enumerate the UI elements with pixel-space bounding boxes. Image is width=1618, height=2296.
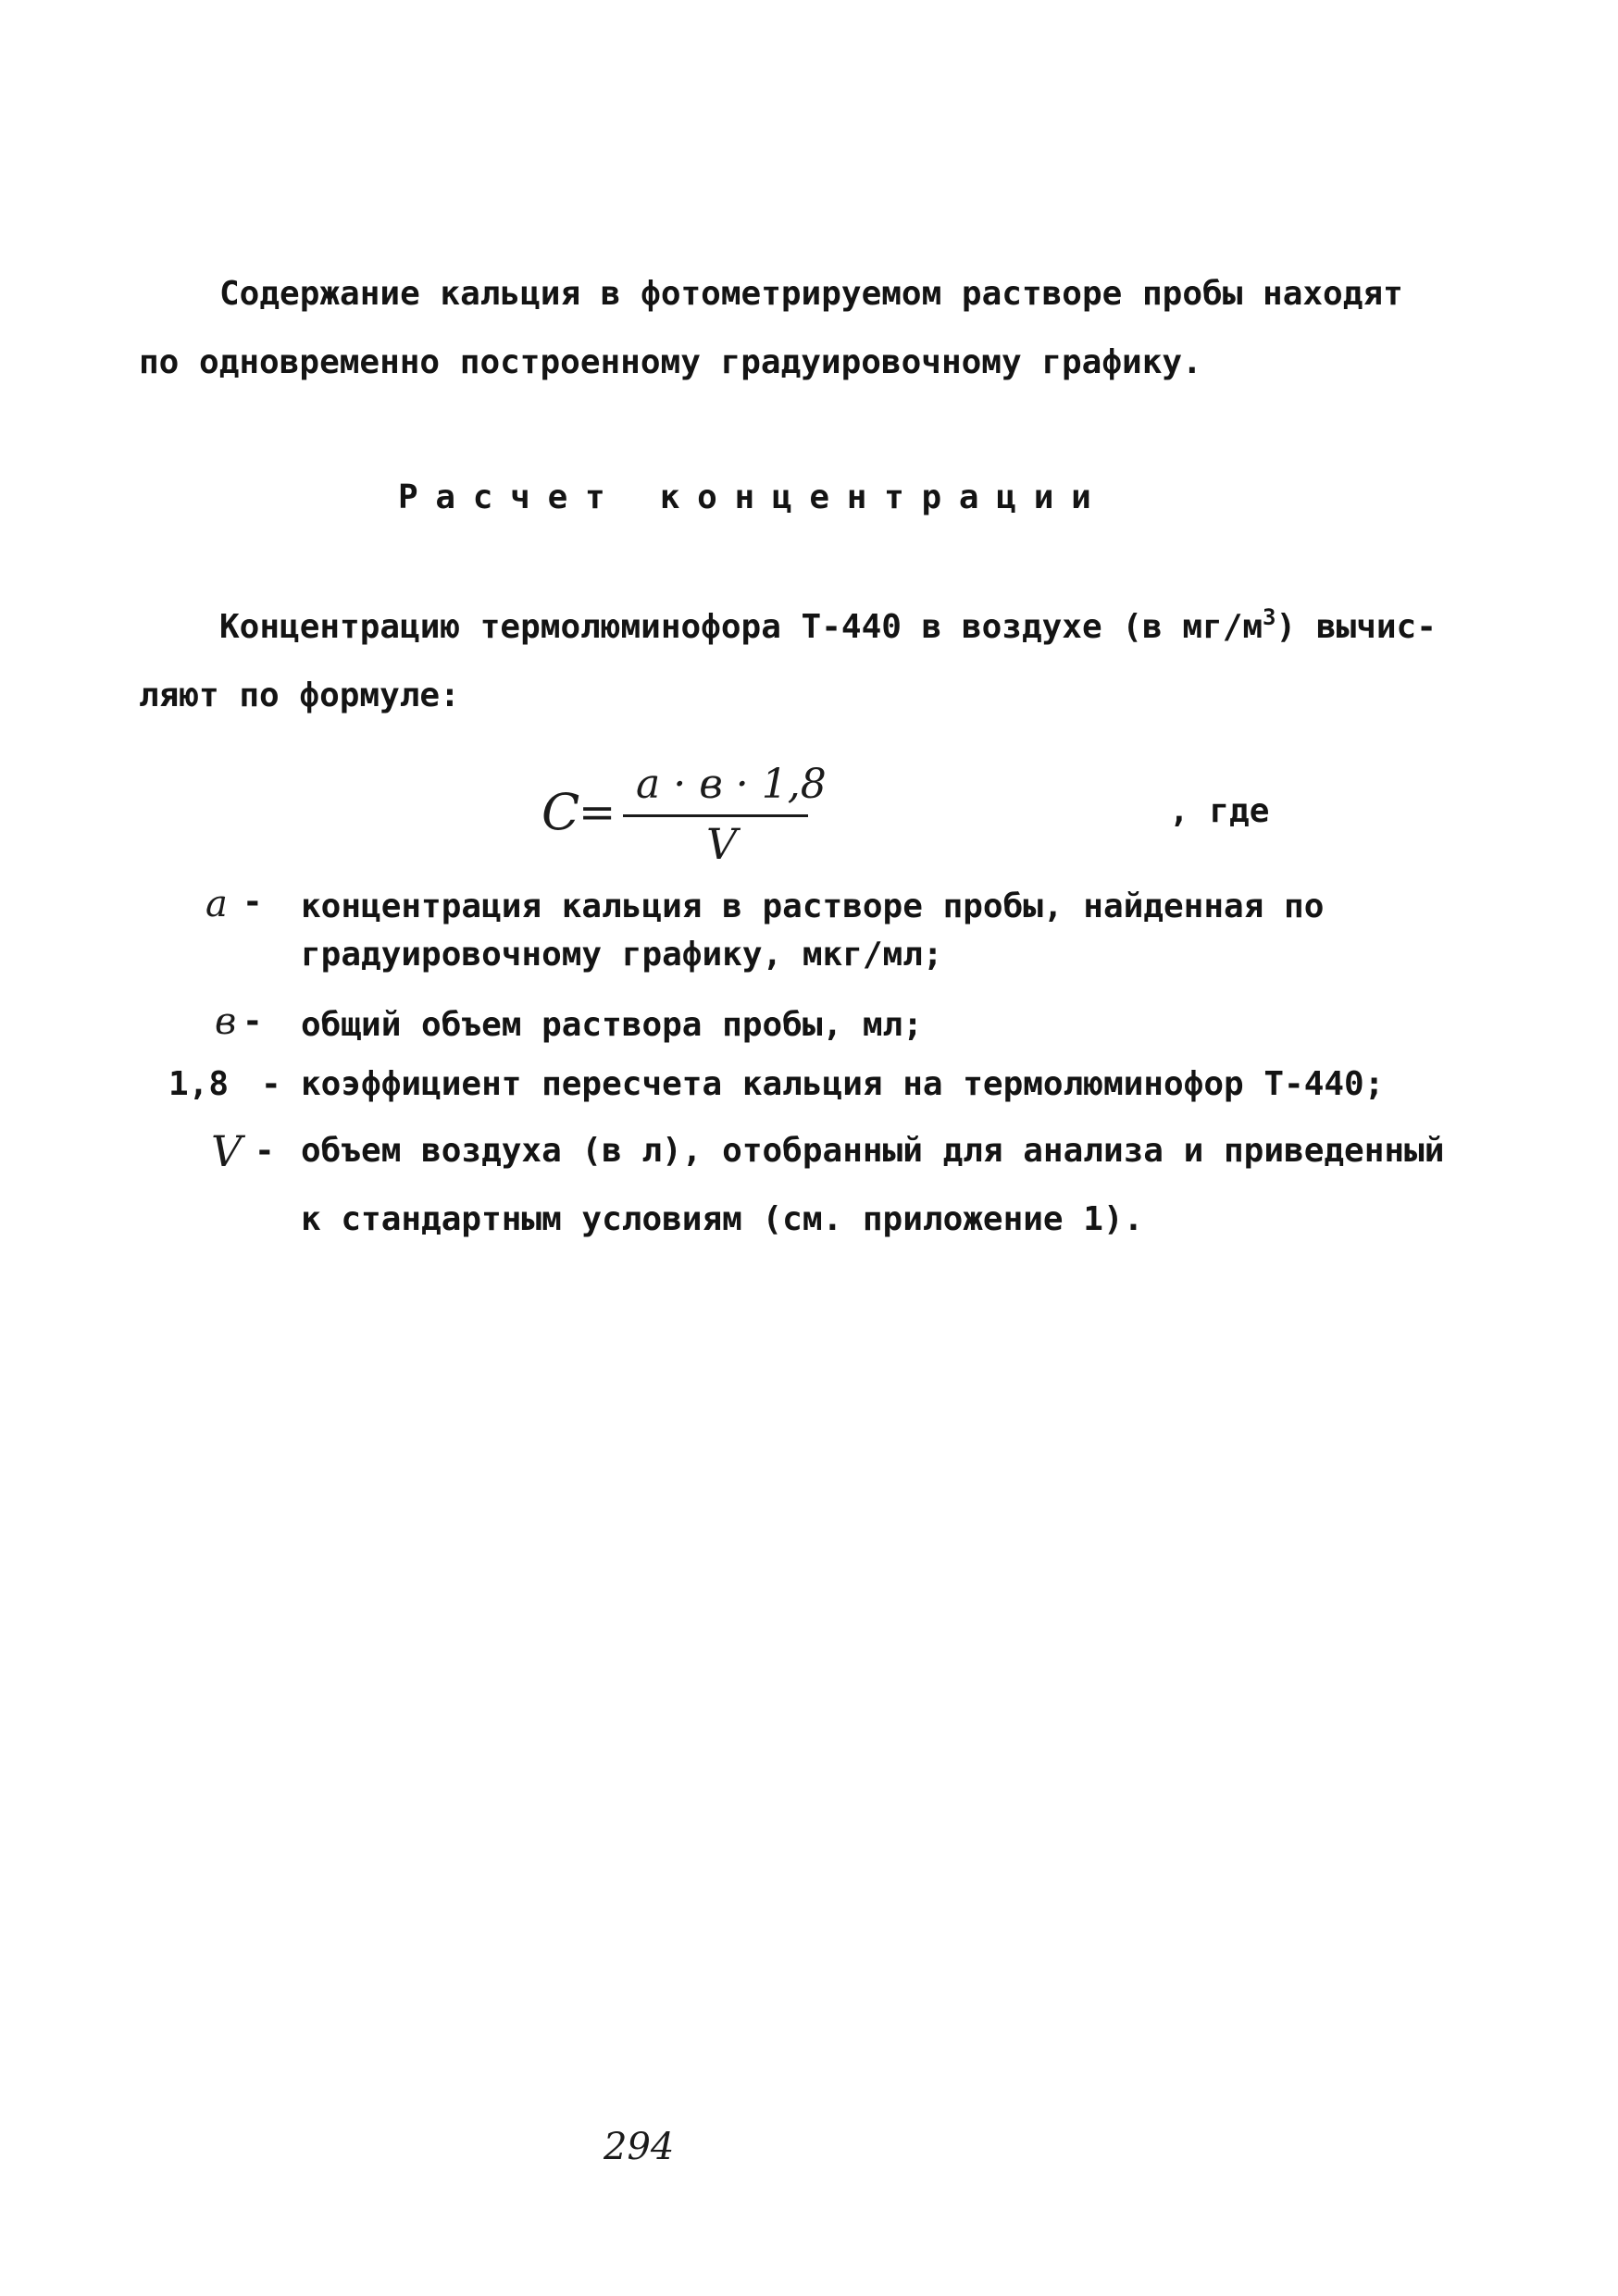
paragraph-line: Содержание кальция в фотометрируемом растворе пробы находят bbox=[219, 275, 1403, 313]
paragraph-line: по одновременно построенному градуировочному графику. bbox=[139, 343, 1202, 381]
formula-lhs: C bbox=[541, 783, 580, 841]
definition-text: объем воздуха (в л), отобранный для анализа и приведенный bbox=[301, 1132, 1445, 1170]
paragraph-line bbox=[219, 604, 1437, 648]
formula-where: , где bbox=[1169, 792, 1270, 830]
definition-dash: - bbox=[243, 1002, 263, 1040]
definition-symbol: 1,8 bbox=[168, 1065, 230, 1103]
definition-text: градуировочному графику, мкг/мл; bbox=[301, 936, 943, 974]
formula-denominator: V bbox=[706, 819, 738, 869]
formula bbox=[532, 759, 847, 870]
fraction-bar bbox=[623, 814, 808, 817]
definition-dash: - bbox=[243, 883, 263, 921]
definition-text: концентрация кальция в растворе пробы, найденная по bbox=[301, 887, 1325, 925]
page-number: 294 bbox=[604, 2126, 675, 2168]
paragraph-text: ) вычис- bbox=[1276, 608, 1437, 646]
definition-text: коэффициент пересчета кальция на термолюминофор Т-440; bbox=[301, 1065, 1385, 1103]
formula-numerator: a · в · 1,8 bbox=[636, 761, 827, 808]
definition-symbol: V bbox=[211, 1126, 243, 1176]
formula-equals: = bbox=[579, 787, 616, 838]
definition-symbol: a bbox=[205, 883, 228, 925]
section-heading: Расчет концентрации bbox=[398, 478, 1109, 516]
definition-text: к стандартным условиям (см. приложение 1). bbox=[301, 1200, 1144, 1238]
paragraph-line: ляют по формуле: bbox=[139, 676, 460, 714]
definition-symbol: в bbox=[215, 1000, 237, 1043]
definition-dash: - bbox=[261, 1065, 281, 1103]
paragraph-text: Концентрацию термолюминофора Т-440 в воздухе (в мг/м bbox=[219, 608, 1263, 646]
superscript: 3 bbox=[1263, 604, 1276, 630]
definition-dash: - bbox=[255, 1132, 275, 1170]
definition-text: общий объем раствора пробы, мл; bbox=[301, 1006, 923, 1044]
